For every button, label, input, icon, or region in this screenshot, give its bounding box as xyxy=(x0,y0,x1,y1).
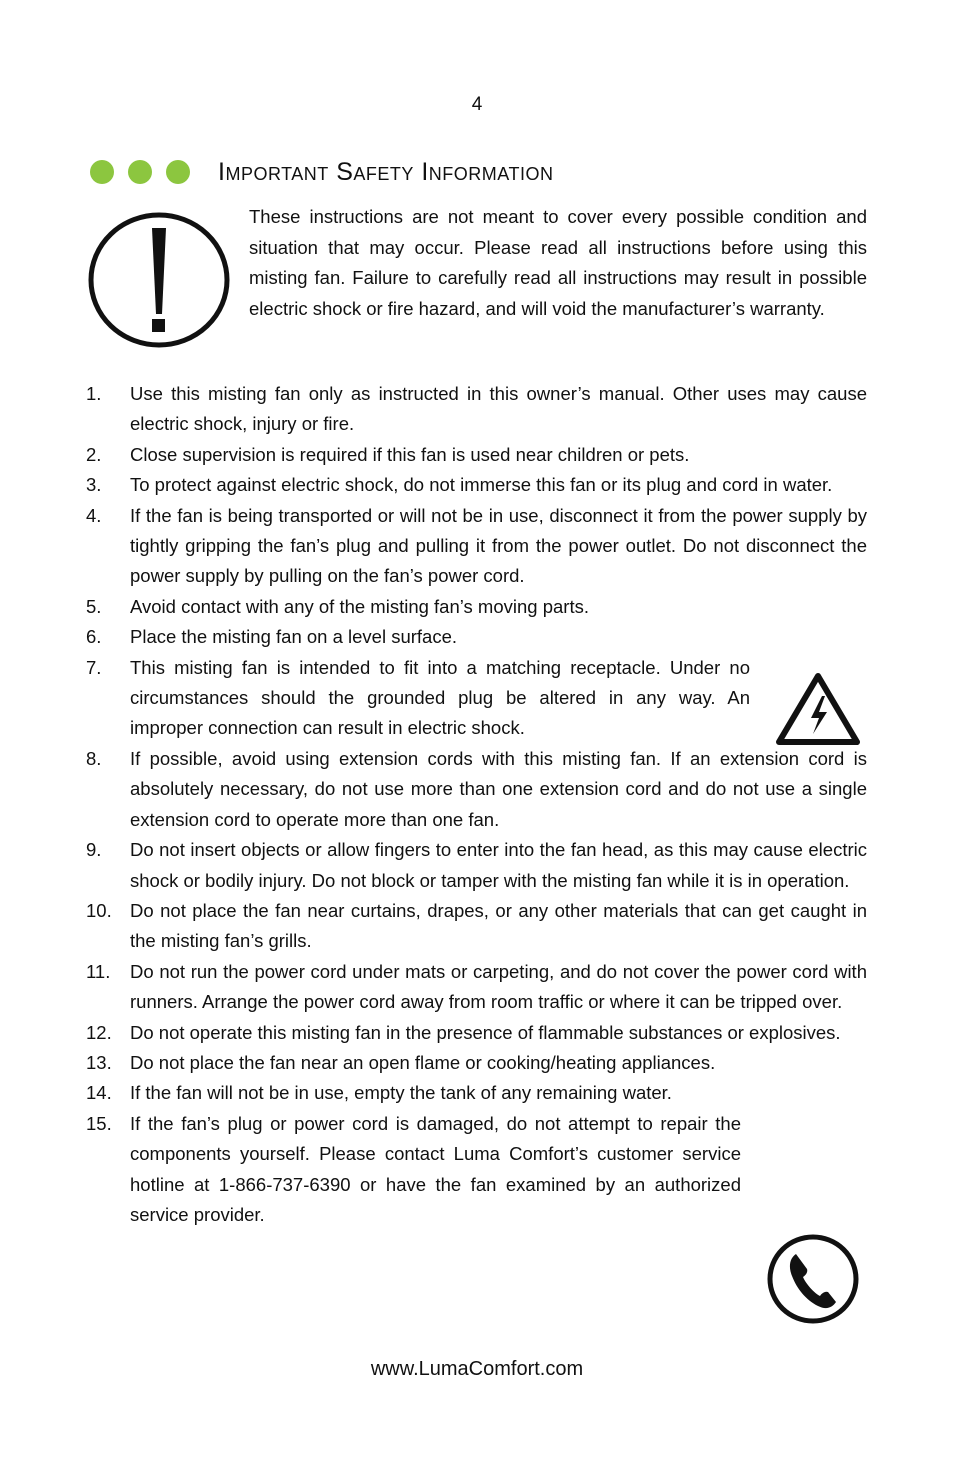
page-title: Important Safety Information xyxy=(218,157,554,186)
list-item xyxy=(86,957,867,1018)
item-number: 1. xyxy=(86,383,102,404)
item-text: Do not insert objects or allow fingers to enter into the fan head, as this may cause electric shock or bodily injury. Do not block or tamper with the misting fan while it is in operation. xyxy=(130,839,867,891)
item-number: 10. xyxy=(86,899,112,921)
green-bullet-dot xyxy=(90,160,114,184)
item-text: Do not run the power cord under mats or carpeting, and do not cover the power cord with runners. Arrange the power cord away from room traffic or where it can be tripped over. xyxy=(130,960,867,1013)
list-item xyxy=(86,379,867,440)
item-text: Close supervision is required if this fan is used near children or pets. xyxy=(130,443,690,465)
list-item xyxy=(86,1018,867,1048)
page-number: 4 xyxy=(471,94,483,115)
list-item xyxy=(86,440,867,470)
item-text: If the fan is being transported or will not be in use, disconnect it from the power supply by tightly gripping the fan’s plug and pulling it from the power outlet. Do not disconnect the power supply by pulling on the fan’s power cord. xyxy=(130,504,867,587)
item-text: Avoid contact with any of the misting fan’s moving parts. xyxy=(130,595,589,617)
item-number: 5. xyxy=(86,595,102,617)
item-number: 15. xyxy=(86,1112,112,1134)
item-number: 9. xyxy=(86,839,102,861)
item-number: 13. xyxy=(86,1051,112,1073)
item-number: 6. xyxy=(86,626,102,648)
item-text: Do not place the fan near an open flame or cooking/heating appliances. xyxy=(130,1051,716,1073)
item-number: 8. xyxy=(86,747,102,769)
safety-rules-list xyxy=(86,379,867,1230)
list-item xyxy=(86,1048,867,1078)
item-text: This misting fan is intended to fit into a matching receptacle. Under no circumstances should the grounded plug be altered in any way. An improper connection can result in electric shock. xyxy=(130,656,750,739)
list-item xyxy=(86,470,867,500)
list-item xyxy=(86,501,867,592)
item-number: 2. xyxy=(86,443,102,465)
list-item xyxy=(86,592,867,622)
list-item xyxy=(86,896,867,957)
item-text: Use this misting fan only as instructed in this owner’s manual. Other uses may cause electric shock, injury or fire. xyxy=(130,383,867,435)
item-text: Do not operate this misting fan in the presence of flammable substances or explosives. xyxy=(130,1021,841,1043)
item-number: 11. xyxy=(86,960,111,982)
item-text: Do not place the fan near curtains, drapes, or any other materials that can get caught in the misting fan’s grills. xyxy=(130,899,867,952)
item-number: 4. xyxy=(86,504,102,526)
list-item xyxy=(86,744,867,835)
green-bullet-dot xyxy=(166,160,190,184)
footer-url: www.LumaComfort.com xyxy=(370,1358,584,1380)
electric-shock-warning-icon xyxy=(775,672,861,751)
list-item xyxy=(86,1109,867,1231)
item-text: To protect against electric shock, do not immerse this fan or its plug and cord in water. xyxy=(130,474,833,496)
item-number: 3. xyxy=(86,474,102,496)
exclamation-circle-icon xyxy=(86,210,232,355)
list-item xyxy=(86,1078,867,1108)
green-bullet-dot xyxy=(128,160,152,184)
list-item xyxy=(86,835,867,896)
section-header xyxy=(90,152,553,192)
item-text: Place the misting fan on a level surface. xyxy=(130,626,458,648)
item-text: If the fan’s plug or power cord is damaged, do not attempt to repair the components yourself. Please contact Luma Comfort’s customer service hotline at 1-866-737-6390 or have the fan examined by an authorized service provider. xyxy=(130,1112,741,1225)
item-number: 7. xyxy=(86,656,102,678)
phone-icon xyxy=(766,1234,860,1329)
item-text: If the fan will not be in use, empty the tank of any remaining water. xyxy=(130,1082,672,1104)
list-item xyxy=(86,622,867,652)
item-text: If possible, avoid using extension cords with this misting fan. If an extension cord is absolutely necessary, do not use more than one extension cord and do not use a single extension cord to operate more than one fan. xyxy=(130,747,867,830)
list-item xyxy=(86,653,867,744)
item-number: 14. xyxy=(86,1082,112,1104)
intro-paragraph: These instructions are not meant to cover every possible condition and situation that may occur. Please read all instructions before using this misting fan. Failure to carefully read all instructions may result in possible electric shock or fire hazard, and will void the manufacturer’s warranty. xyxy=(249,206,867,319)
item-number: 12. xyxy=(86,1021,112,1043)
